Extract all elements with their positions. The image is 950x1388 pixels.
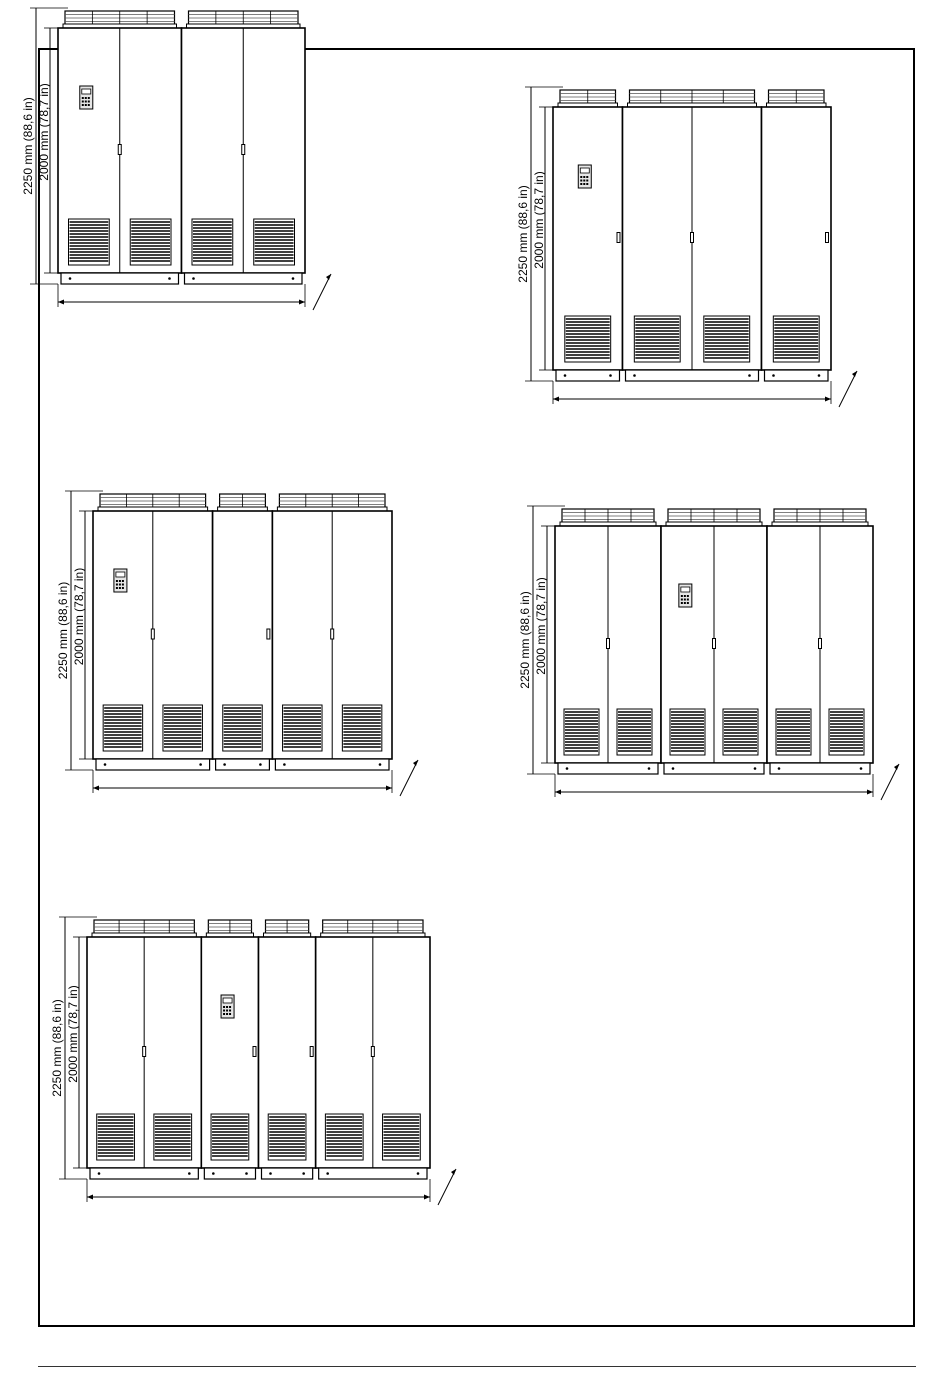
door-handle [617, 233, 620, 243]
cabinet-lineup-drawing-3 [35, 485, 435, 805]
plinth [275, 759, 389, 770]
cabinet [661, 509, 767, 774]
total-height-label: 2250 mm (88,6 in) [50, 999, 64, 1097]
roof-vent-hood [560, 509, 656, 526]
cabinet [762, 90, 832, 381]
door-louver [130, 219, 171, 265]
cabinet-height-label: 2000 mm (78,7 in) [534, 577, 548, 675]
total-height-label: 2250 mm (88,6 in) [56, 581, 70, 680]
door-louver [325, 1114, 363, 1160]
plinth [185, 273, 303, 284]
control-panel [578, 165, 591, 188]
cabinet [259, 920, 316, 1179]
door-louver [163, 705, 202, 751]
plinth [96, 759, 210, 770]
door-handle [310, 1047, 313, 1057]
door-louver [634, 316, 680, 362]
door-louver [342, 705, 381, 751]
cabinet [623, 90, 762, 381]
door-handle [607, 639, 610, 649]
plinth [770, 763, 870, 774]
roof-vent-hood [63, 11, 177, 28]
cabinet-lineup-drawing-2 [495, 80, 875, 420]
cabinet [316, 920, 430, 1179]
door-louver [670, 709, 705, 755]
plinth [319, 1168, 427, 1179]
total-height-label: 2250 mm (88,6 in) [518, 591, 532, 689]
cabinet [87, 920, 201, 1179]
control-panel [114, 569, 127, 592]
door-handle [819, 639, 822, 649]
plinth [61, 273, 179, 284]
door-handle [118, 145, 121, 155]
total-height-label: 2250 mm (88,6 in) [516, 185, 530, 283]
door-louver [192, 219, 233, 265]
door-louver [254, 219, 295, 265]
door-louver [211, 1114, 249, 1160]
lineup [21, 8, 331, 310]
door-handle [143, 1047, 146, 1057]
control-panel [80, 86, 93, 109]
roof-vent-hood [558, 90, 618, 107]
cabinet [182, 11, 306, 284]
door-handle [826, 233, 829, 243]
plinth [90, 1168, 198, 1179]
door-handle [151, 629, 154, 639]
control-panel [221, 995, 234, 1018]
lineup [56, 491, 418, 796]
cabinet-lineup-drawing-4 [495, 500, 905, 810]
lineup [516, 87, 857, 407]
cabinet [213, 494, 273, 770]
cabinet-height-label: 2000 mm (78,7 in) [72, 567, 86, 666]
roof-vent-hood [218, 494, 268, 511]
door-louver [383, 1114, 421, 1160]
roof-vent-hood [187, 11, 301, 28]
door-louver [154, 1114, 192, 1160]
cabinet [553, 90, 623, 381]
door-louver [268, 1114, 306, 1160]
plinth [204, 1168, 255, 1179]
plinth [262, 1168, 313, 1179]
door-louver [704, 316, 750, 362]
cabinet-height-label: 2000 mm (78,7 in) [37, 83, 51, 181]
door-louver [283, 705, 322, 751]
control-panel [679, 584, 692, 607]
roof-vent-hood [206, 920, 253, 937]
door-handle [242, 145, 245, 155]
cabinet [767, 509, 873, 774]
plinth [558, 763, 658, 774]
lineup [50, 917, 456, 1205]
door-louver [723, 709, 758, 755]
door-handle [267, 629, 270, 639]
door-louver [103, 705, 142, 751]
roof-vent-hood [92, 920, 196, 937]
door-handle [713, 639, 716, 649]
cabinet [555, 509, 661, 774]
cabinet-lineup-drawing-1 [21, 75, 390, 420]
total-height-label: 2250 mm (88,6 in) [21, 97, 35, 195]
door-louver [776, 709, 811, 755]
cabinet [272, 494, 392, 770]
roof-vent-hood [767, 90, 827, 107]
cabinet-height-label: 2000 mm (78,7 in) [532, 171, 546, 269]
roof-vent-hood [772, 509, 868, 526]
door-louver [829, 709, 864, 755]
footer-rule [38, 1366, 916, 1367]
plinth [664, 763, 764, 774]
roof-vent-hood [666, 509, 762, 526]
cabinet [93, 494, 213, 770]
cabinet-height-label: 2000 mm (78,7 in) [66, 985, 80, 1083]
roof-vent-hood [277, 494, 387, 511]
roof-vent-hood [628, 90, 757, 107]
cabinet [201, 920, 258, 1179]
door-louver [97, 1114, 135, 1160]
door-handle [331, 629, 334, 639]
roof-vent-hood [98, 494, 208, 511]
door-louver [773, 316, 819, 362]
cabinet [58, 11, 182, 284]
door-handle [253, 1047, 256, 1057]
cabinet-lineup-drawing-5 [30, 910, 460, 1210]
plinth [626, 370, 759, 381]
door-louver [565, 316, 611, 362]
door-louver [564, 709, 599, 755]
door-louver [68, 219, 109, 265]
lineup [518, 506, 899, 800]
roof-vent-hood [321, 920, 425, 937]
door-louver [223, 705, 262, 751]
door-handle [691, 233, 694, 243]
door-handle [371, 1047, 374, 1057]
roof-vent-hood [264, 920, 311, 937]
door-louver [617, 709, 652, 755]
